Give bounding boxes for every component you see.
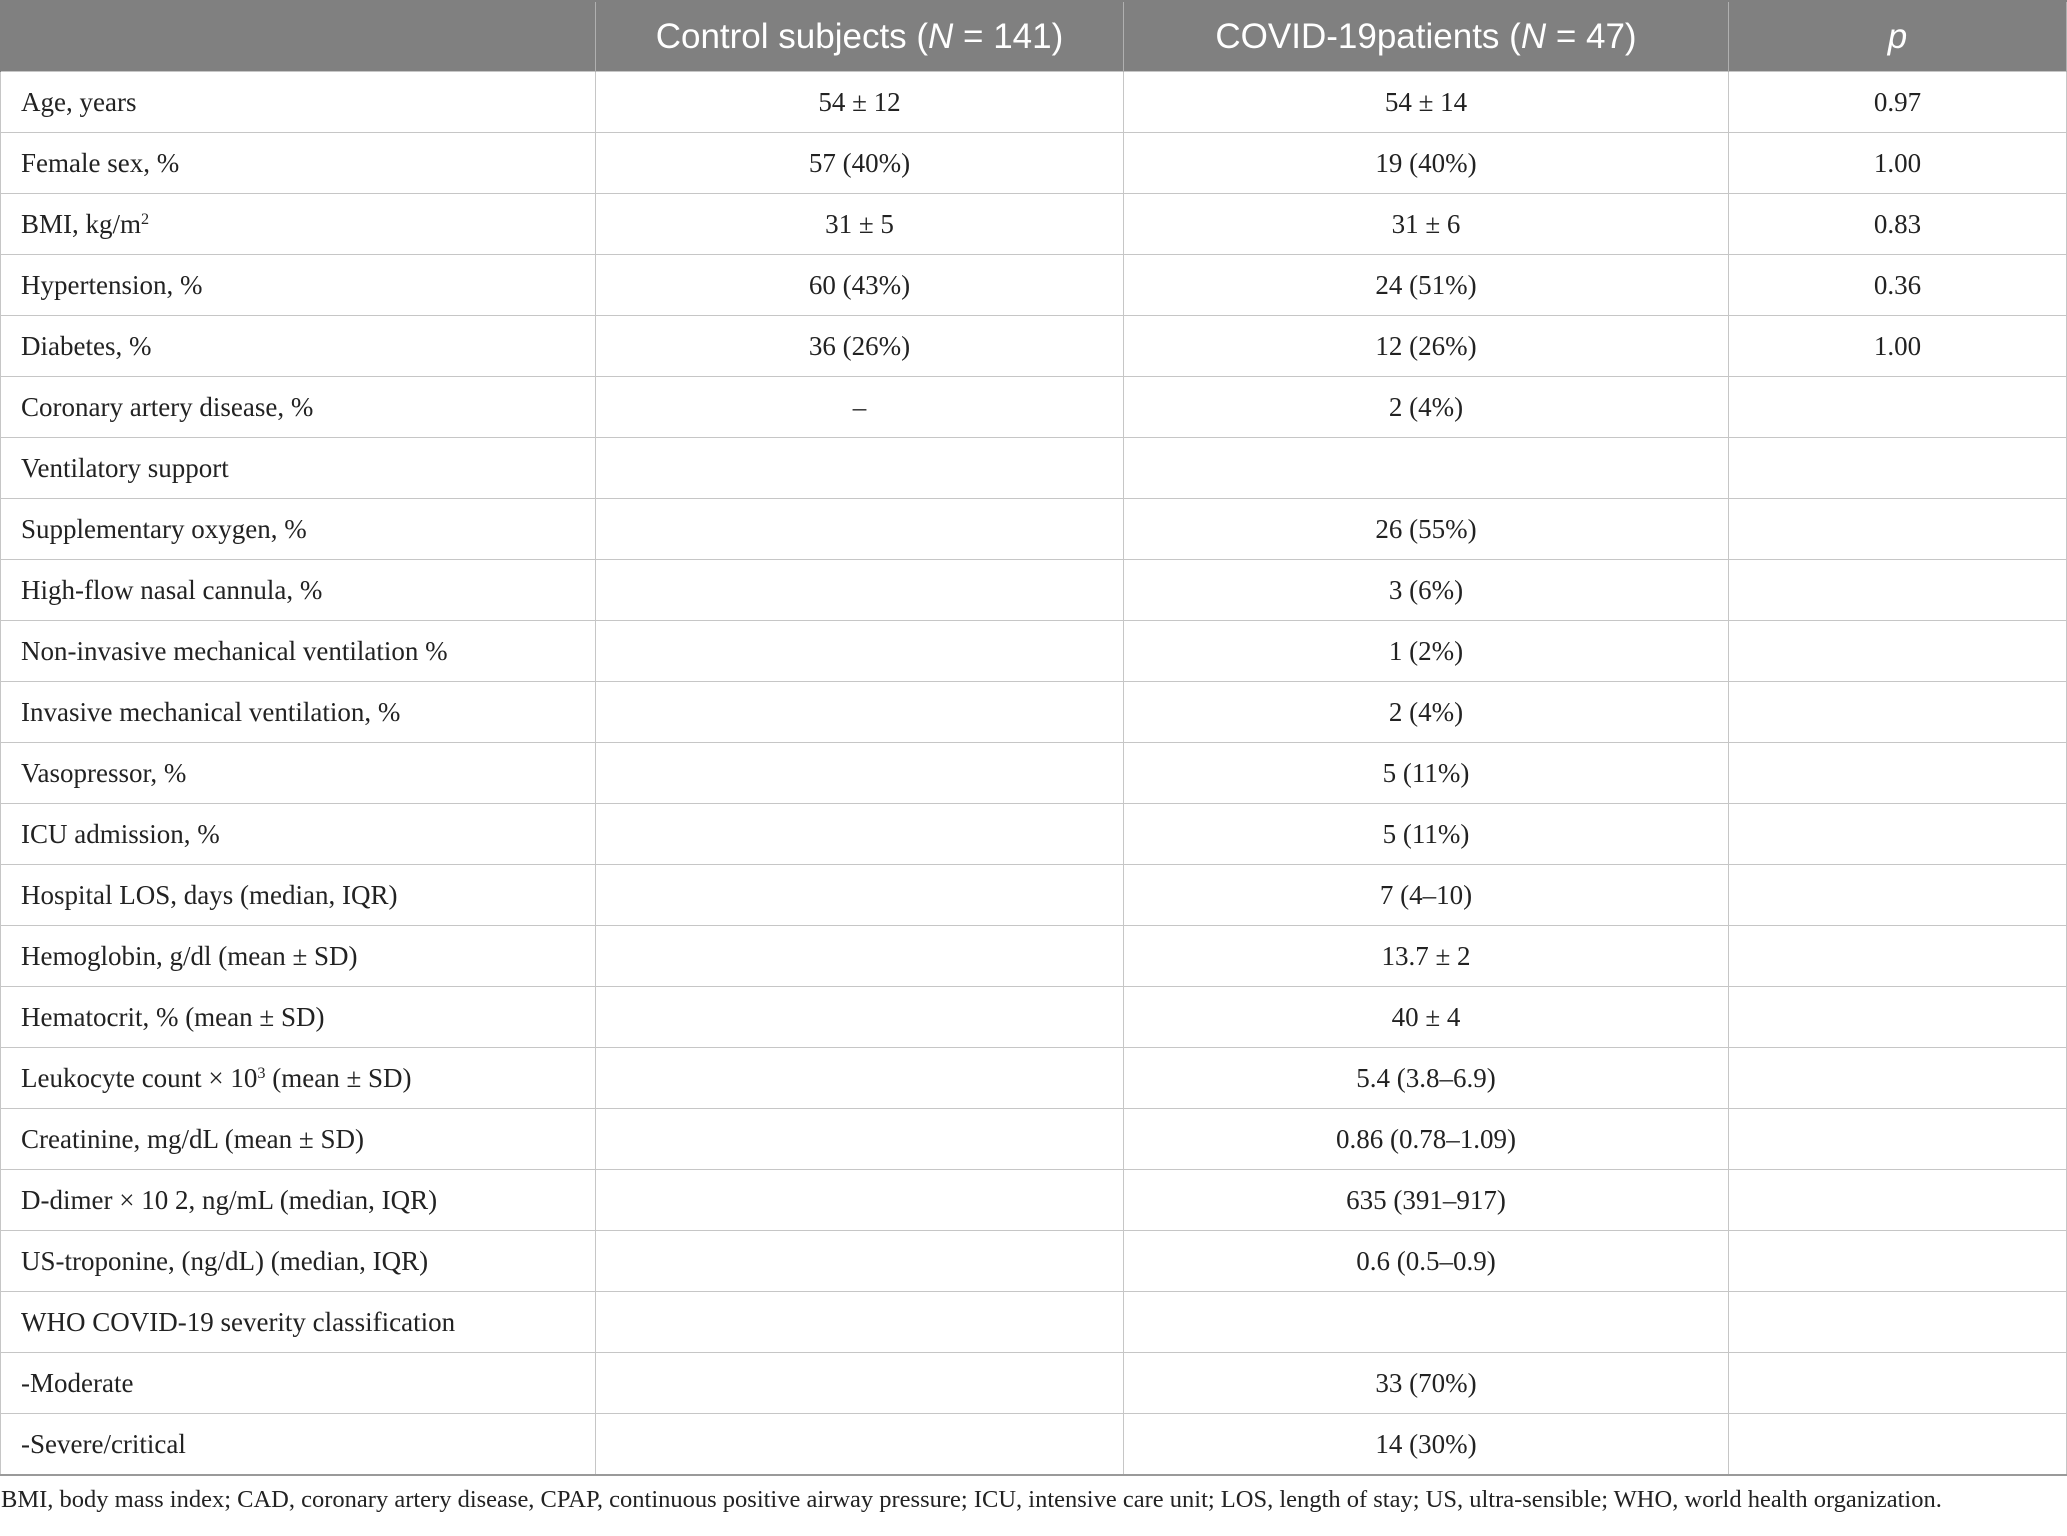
header-variable <box>1 1 596 72</box>
row-label-text: BMI, kg/m <box>21 208 142 239</box>
p-value <box>1729 987 2067 1048</box>
row-label <box>1 499 596 560</box>
row-label <box>1 621 596 682</box>
p-value: 0.97 <box>1729 72 2067 133</box>
p-value <box>1729 1414 2067 1476</box>
p-value: 0.83 <box>1729 194 2067 255</box>
control-value <box>596 865 1124 926</box>
control-value <box>596 499 1124 560</box>
row-label-text: WHO COVID-19 severity classification <box>21 1306 456 1337</box>
covid-value: 5.4 (3.8–6.9) <box>1124 1048 1729 1109</box>
covid-value: 54 ± 14 <box>1124 72 1729 133</box>
table-row <box>1 621 2067 682</box>
covid-value: 2 (4%) <box>1124 377 1729 438</box>
p-value <box>1729 1231 2067 1292</box>
control-value <box>596 926 1124 987</box>
control-value: 54 ± 12 <box>596 72 1124 133</box>
covid-value: 3 (6%) <box>1124 560 1729 621</box>
p-value: 0.36 <box>1729 255 2067 316</box>
covid-value: 24 (51%) <box>1124 255 1729 316</box>
table-row <box>1 865 2067 926</box>
covid-value <box>1124 1292 1729 1353</box>
header-covid-patients <box>1124 1 1729 72</box>
table-row <box>1 438 2067 499</box>
table-row <box>1 560 2067 621</box>
row-label <box>1 926 596 987</box>
row-label <box>1 1292 596 1353</box>
control-value <box>596 560 1124 621</box>
row-label-text: Coronary artery disease, % <box>21 391 314 422</box>
table-row <box>1 1292 2067 1353</box>
p-value <box>1729 1353 2067 1414</box>
row-label <box>1 133 596 194</box>
p-value: 1.00 <box>1729 316 2067 377</box>
row-label-text: Leukocyte count × 10 <box>21 1062 258 1093</box>
control-value <box>596 438 1124 499</box>
row-label-text: Female sex, % <box>21 147 180 178</box>
row-label <box>1 316 596 377</box>
row-label <box>1 1048 596 1109</box>
p-value <box>1729 1048 2067 1109</box>
row-label <box>1 72 596 133</box>
covid-value: 0.86 (0.78–1.09) <box>1124 1109 1729 1170</box>
table-row <box>1 1170 2067 1231</box>
covid-value: 0.6 (0.5–0.9) <box>1124 1231 1729 1292</box>
row-label-text: Hypertension, % <box>21 269 203 300</box>
row-label-text: -Severe/critical <box>21 1428 186 1459</box>
control-value <box>596 804 1124 865</box>
covid-value: 13.7 ± 2 <box>1124 926 1729 987</box>
row-label <box>1 1414 596 1476</box>
covid-value: 26 (55%) <box>1124 499 1729 560</box>
table-row <box>1 1048 2067 1109</box>
covid-value <box>1124 438 1729 499</box>
row-label-text: US-troponine, (ng/dL) (median, IQR) <box>21 1245 429 1276</box>
control-value: 36 (26%) <box>596 316 1124 377</box>
row-label-text: Vasopressor, % <box>21 757 187 788</box>
row-label-text: ICU admission, % <box>21 818 220 849</box>
control-value <box>596 1048 1124 1109</box>
covid-value: 7 (4–10) <box>1124 865 1729 926</box>
covid-value: 31 ± 6 <box>1124 194 1729 255</box>
p-value <box>1729 865 2067 926</box>
table-body <box>1 72 2067 1476</box>
table-row <box>1 316 2067 377</box>
p-value <box>1729 560 2067 621</box>
table-row <box>1 377 2067 438</box>
header-control-pre: Control subjects ( <box>655 16 929 56</box>
control-value <box>596 682 1124 743</box>
row-label-suffix: (mean ± SD) <box>265 1062 412 1093</box>
row-label <box>1 194 596 255</box>
table-footnote: BMI, body mass index; CAD, coronary artery disease, CPAP, continuous positive airway pressure; ICU, intensive care unit; LOS, length of stay; US, ultra-sensible; WHO, world health organization. <box>1 1486 1942 1513</box>
row-label-superscript: 3 <box>257 1063 266 1082</box>
p-value <box>1729 743 2067 804</box>
table-row <box>1 682 2067 743</box>
row-label-text: Ventilatory support <box>21 452 229 483</box>
p-value <box>1729 1292 2067 1353</box>
row-label <box>1 804 596 865</box>
p-value: 1.00 <box>1729 133 2067 194</box>
row-label-text: Non-invasive mechanical ventilation % <box>21 635 448 666</box>
covid-value: 40 ± 4 <box>1124 987 1729 1048</box>
row-label-text: Creatinine, mg/dL (mean ± SD) <box>21 1123 364 1154</box>
header-covid-post: = 47) <box>1546 16 1637 56</box>
table-row <box>1 255 2067 316</box>
table-row <box>1 1231 2067 1292</box>
control-value <box>596 1231 1124 1292</box>
row-label <box>1 1109 596 1170</box>
control-value: – <box>596 377 1124 438</box>
control-value <box>596 1292 1124 1353</box>
covid-value: 33 (70%) <box>1124 1353 1729 1414</box>
table-row <box>1 1109 2067 1170</box>
p-value <box>1729 621 2067 682</box>
table-row <box>1 804 2067 865</box>
control-value <box>596 1414 1124 1476</box>
control-value <box>596 743 1124 804</box>
table-row <box>1 1414 2067 1476</box>
row-label <box>1 1170 596 1231</box>
control-value: 60 (43%) <box>596 255 1124 316</box>
p-value <box>1729 926 2067 987</box>
table-row <box>1 743 2067 804</box>
row-label-text: Invasive mechanical ventilation, % <box>21 696 401 727</box>
row-label <box>1 865 596 926</box>
p-value <box>1729 1109 2067 1170</box>
row-label-text: Supplementary oxygen, % <box>21 513 307 544</box>
p-value <box>1729 1170 2067 1231</box>
row-label-text: Diabetes, % <box>21 330 152 361</box>
row-label-text: Hematocrit, % (mean ± SD) <box>21 1001 325 1032</box>
covid-value: 2 (4%) <box>1124 682 1729 743</box>
row-label <box>1 438 596 499</box>
table-row <box>1 926 2067 987</box>
row-label <box>1 987 596 1048</box>
table-row <box>1 499 2067 560</box>
table-row <box>1 72 2067 133</box>
row-label <box>1 560 596 621</box>
row-label-superscript: 2 <box>141 209 150 228</box>
row-label <box>1 1231 596 1292</box>
p-value <box>1729 804 2067 865</box>
table-row <box>1 133 2067 194</box>
p-value <box>1729 682 2067 743</box>
covid-value: 12 (26%) <box>1124 316 1729 377</box>
covid-value: 635 (391–917) <box>1124 1170 1729 1231</box>
table-row <box>1 987 2067 1048</box>
control-value <box>596 621 1124 682</box>
p-value <box>1729 499 2067 560</box>
row-label <box>1 377 596 438</box>
table-row <box>1 1353 2067 1414</box>
covid-value: 19 (40%) <box>1124 133 1729 194</box>
row-label-text: Hemoglobin, g/dl (mean ± SD) <box>21 940 358 971</box>
header-covid-n: N <box>1520 16 1547 56</box>
row-label-text: High-flow nasal cannula, % <box>21 574 323 605</box>
control-value: 31 ± 5 <box>596 194 1124 255</box>
header-control-post: = 141) <box>953 16 1064 56</box>
covid-value: 5 (11%) <box>1124 804 1729 865</box>
control-value <box>596 987 1124 1048</box>
row-label <box>1 743 596 804</box>
covid-value: 1 (2%) <box>1124 621 1729 682</box>
row-label <box>1 255 596 316</box>
row-label <box>1 1353 596 1414</box>
row-label-text: Hospital LOS, days (median, IQR) <box>21 879 398 910</box>
row-label <box>1 682 596 743</box>
covid-value: 14 (30%) <box>1124 1414 1729 1476</box>
table-row <box>1 194 2067 255</box>
covid-value: 5 (11%) <box>1124 743 1729 804</box>
header-control-n: N <box>928 16 954 56</box>
header-p-value <box>1729 1 2067 72</box>
control-value <box>596 1109 1124 1170</box>
header-covid-pre: COVID-19patients ( <box>1215 16 1521 56</box>
control-value: 57 (40%) <box>596 133 1124 194</box>
row-label-text: Age, years <box>21 86 137 117</box>
p-value <box>1729 377 2067 438</box>
header-control-subjects <box>596 1 1124 72</box>
control-value <box>596 1353 1124 1414</box>
p-value <box>1729 438 2067 499</box>
row-label-text: -Moderate <box>21 1367 134 1398</box>
control-value <box>596 1170 1124 1231</box>
table-header-row <box>1 1 2067 72</box>
row-label-text: D-dimer × 10 2, ng/mL (median, IQR) <box>21 1184 438 1215</box>
header-p-label: p <box>1887 16 1908 56</box>
